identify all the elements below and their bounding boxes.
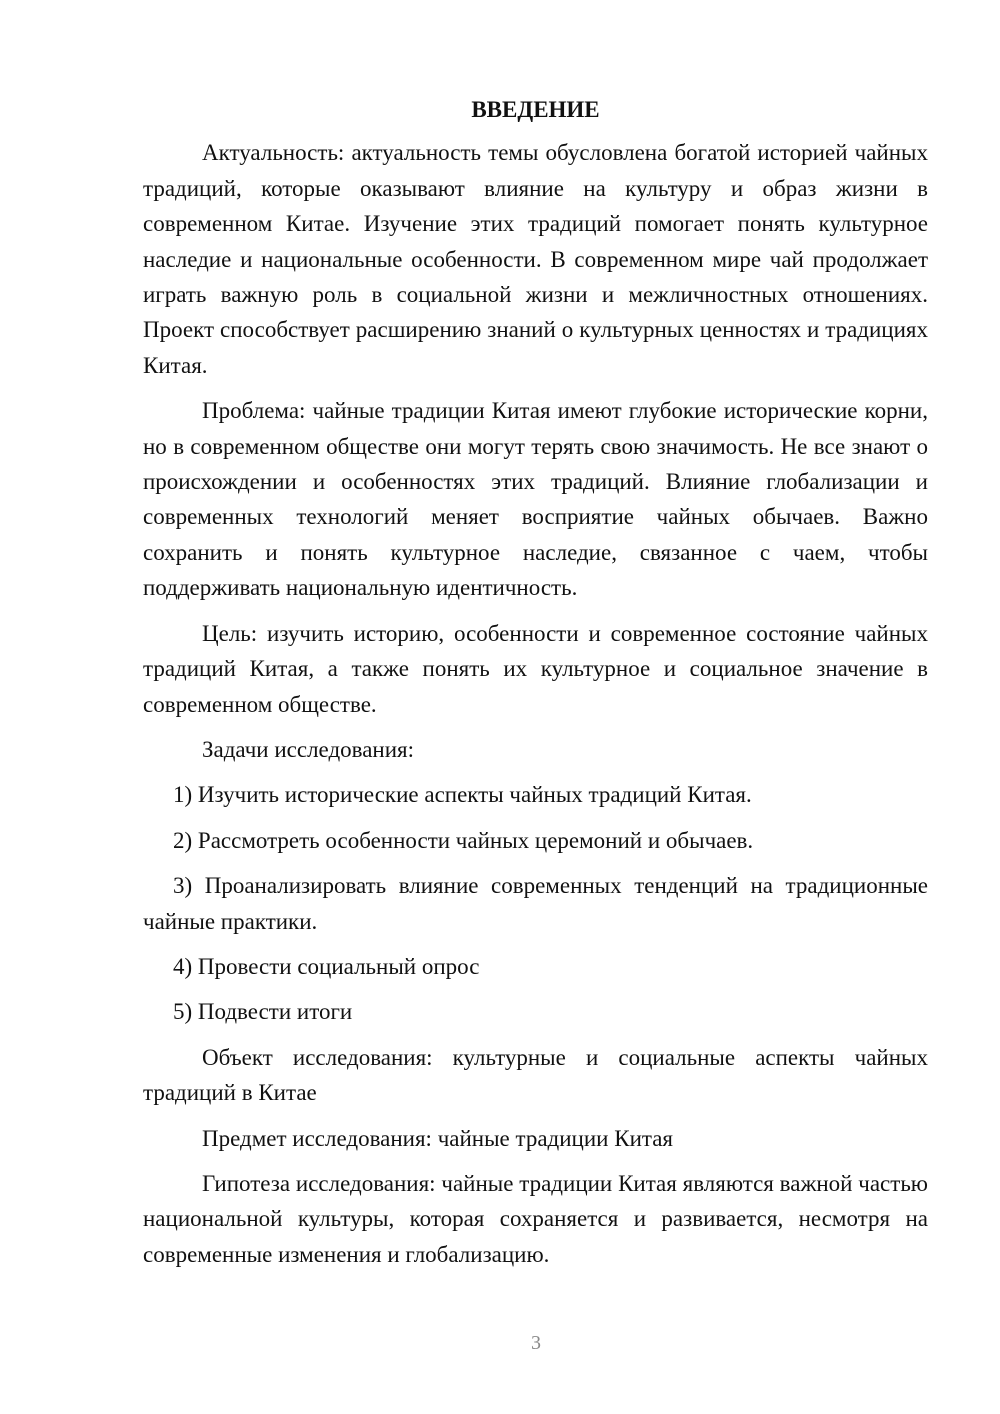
relevance-paragraph: Актуальность: актуальность темы обусловлена богатой историей чайных традиций, которые оказывают влияние на культуру и образ жизни в современном Китае. Изучение этих традиций помогает понять культурное наследие и национальные особенности. В современном мире чай продолжает играть важную роль в социальной жизни и межличностных отношениях. Проект способствует расширению знаний о культурных ценностях и традициях Китая. [143, 140, 928, 378]
problem-paragraph: Проблема: чайные традиции Китая имеют глубокие исторические корни, но в современном обществе они могут терять свою значимость. Не все знают о происхождении и особенностях этих традиций. Влияние глобализации и современных технологий меняет восприятие чайных обычаев. Важно сохранить и понять культурное наследие, связанное с чаем, чтобы поддерживать национальную идентичность. [143, 398, 928, 601]
object-paragraph: Объект исследования: культурные и социальные аспекты чайных традиций в Китае [143, 1044, 928, 1106]
subject-paragraph: Предмет исследования: чайные традиции Китая [202, 1125, 673, 1151]
task-item: 2) Рассмотреть особенности чайных церемоний и обычаев. [173, 827, 754, 853]
task-item: 4) Провести социальный опрос [173, 953, 480, 979]
task-item: 3) Проанализировать влияние современных тенденций на традиционные чайные практики. [143, 873, 928, 934]
page-number: 3 [531, 1332, 541, 1354]
hypothesis-paragraph: Гипотеза исследования: чайные традиции Китая являются важной частью национальной культуры, которая сохраняется и развивается, несмотря на современные изменения и глобализацию. [143, 1170, 928, 1267]
page-content [143, 92, 928, 1282]
tasks-label: Задачи исследования: [202, 736, 415, 762]
section-heading: ВВЕДЕНИЕ [471, 97, 600, 122]
task-item: 1) Изучить исторические аспекты чайных традиций Китая. [173, 782, 752, 808]
task-item: 5) Подвести итоги [173, 999, 353, 1025]
goal-paragraph: Цель: изучить историю, особенности и современное состояние чайных традиций Китая, а также понять их культурное и социальное значение в современном обществе. [143, 620, 928, 717]
